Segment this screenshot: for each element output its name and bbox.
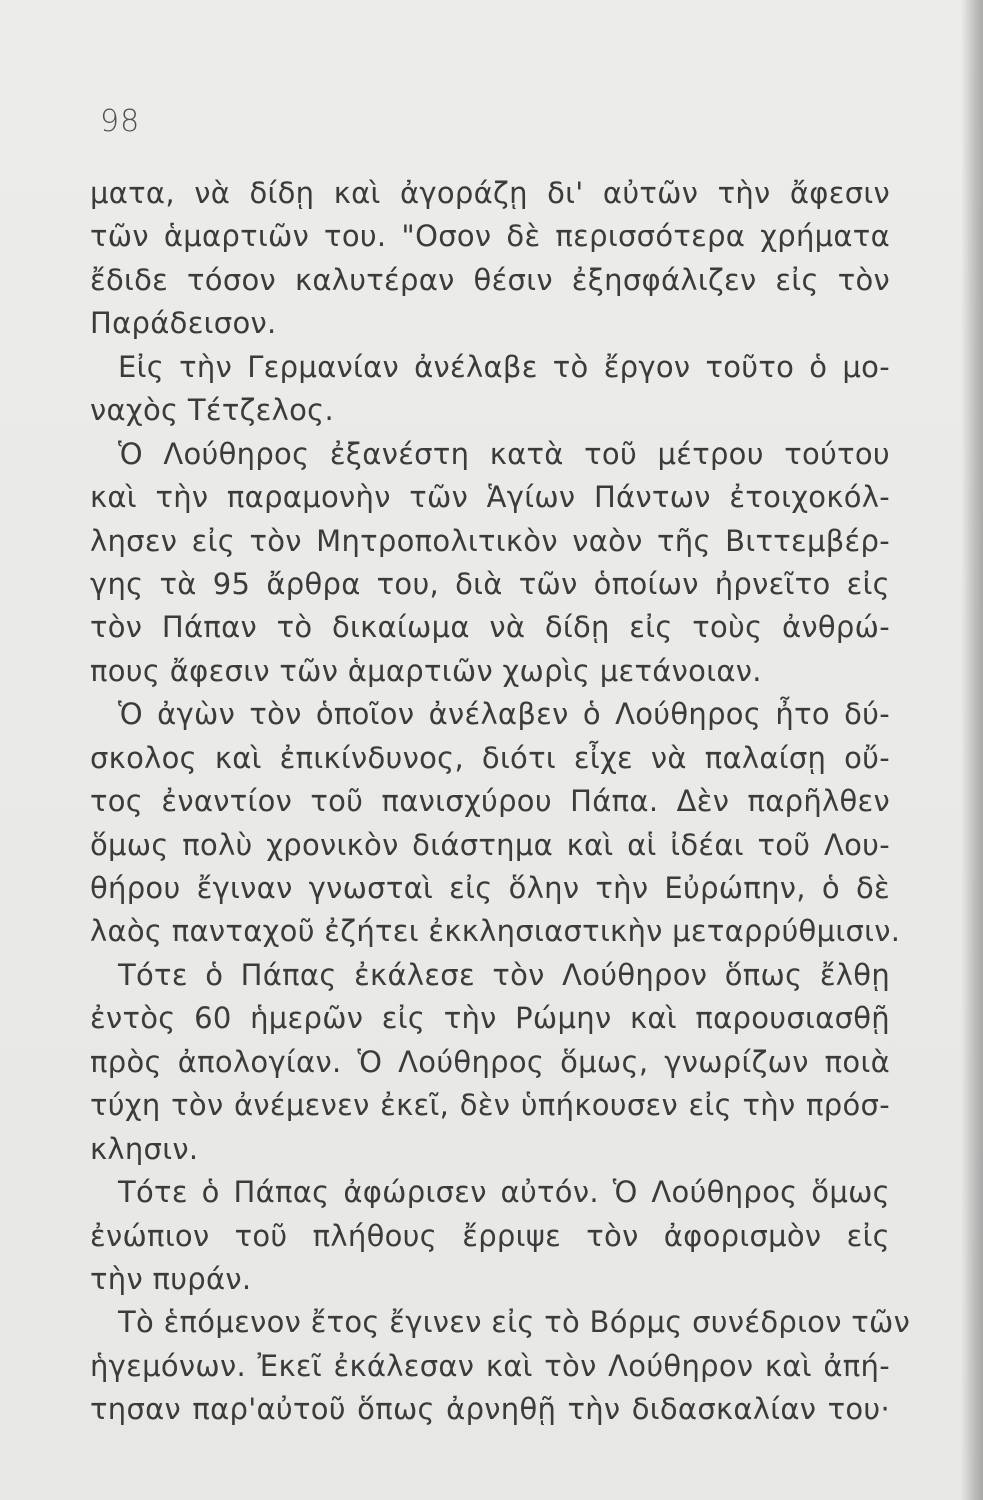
text-line: ἡγεμόνων. Ἐκεῖ ἐκάλεσαν καὶ τὸν Λούθηρον καὶ ἀπή- [90, 1348, 890, 1383]
page-edge-shadow [961, 0, 983, 1500]
text-line: καὶ τὴν παραμονὴν τῶν Ἁγίων Πάντων ἐτοιχοκόλ- [90, 480, 890, 515]
text-line: τὴν πυράν. [90, 1261, 252, 1296]
page-number: 98 [100, 104, 141, 139]
text-line: λαὸς πανταχοῦ ἐζήτει ἐκκλησιαστικὴν μεταρρύθμισιν. [90, 914, 901, 949]
text-line: Ὁ Λούθηρος ἐξανέστη κατὰ τοῦ μέτρου τούτου [118, 436, 890, 471]
text-line: σκολος καὶ ἐπικίνδυνος, διότι εἶχε νὰ παλαίσῃ οὔ- [90, 740, 890, 775]
text-line: λησεν εἰς τὸν Μητροπολιτικὸν ναὸν τῆς Βιττεμβέρ- [90, 523, 890, 558]
text-line: ἐνώπιον τοῦ πλήθους ἔρριψε τὸν ἀφορισμὸν εἰς [90, 1218, 890, 1253]
text-line: ναχὸς Τέτζελος. [90, 393, 334, 428]
text-line: θήρου ἔγιναν γνωσταὶ εἰς ὅλην τὴν Εὐρώπην, ὁ δὲ [90, 871, 890, 905]
text-line: τῶν ἁμαρτιῶν του. "Οσον δὲ περισσότερα χρήματα [90, 219, 890, 254]
text-line: πους ἄφεσιν τῶν ἁμαρτιῶν χωρὶς μετάνοιαν. [90, 653, 762, 688]
text-line: Παράδεισον. [90, 306, 277, 341]
text-line: κλησιν. [90, 1131, 199, 1166]
text-line: Ὁ ἀγὼν τὸν ὁποῖον ἀνέλαβεν ὁ Λούθηρος ἦτο δύ- [118, 697, 890, 732]
text-line: πρὸς ἀπολογίαν. Ὁ Λούθηρος ὅμως, γνωρίζων ποιὰ [90, 1044, 890, 1079]
text-line: ἐντὸς 60 ἡμερῶν εἰς τὴν Ρώμην καὶ παρουσιασθῇ [90, 1001, 890, 1036]
text-line: Τότε ὁ Πάπας ἐκάλεσε τὸν Λούθηρον ὅπως ἔλθῃ [118, 957, 890, 992]
text-line: Τότε ὁ Πάπας ἀφώρισεν αὐτόν. Ὁ Λούθηρος ὅμως [118, 1175, 890, 1210]
body-text [90, 172, 911, 1432]
text-line: ὅμως πολὺ χρονικὸν διάστημα καὶ αἱ ἰδέαι τοῦ Λου- [90, 827, 890, 862]
text-line: τύχη τὸν ἀνέμενεν ἐκεῖ, δὲν ὑπήκουσεν εἰς τὴν πρόσ- [90, 1088, 890, 1123]
text-line: γης τὰ 95 ἄρθρα του, διὰ τῶν ὁποίων ἠρνεῖτο εἰς [90, 566, 890, 601]
text-line: ματα, νὰ δίδῃ καὶ ἀγοράζῃ δι' αὐτῶν τὴν ἄφεσιν [90, 176, 890, 210]
text-line: τὸν Πάπαν τὸ δικαίωμα νὰ δίδῃ εἰς τοὺς ἀνθρώ- [90, 610, 890, 645]
text-line: τησαν παρ'αὐτοῦ ὅπως ἀρνηθῇ τὴν διδασκαλίαν του· [90, 1392, 890, 1427]
text-line: Τὸ ἑπόμενον ἔτος ἔγινεν εἰς τὸ Βόρμς συνέδριον τῶν [118, 1305, 911, 1340]
text-line: ἔδιδε τόσον καλυτέραν θέσιν ἐξησφάλιζεν εἰς τὸν [90, 262, 890, 297]
text-line: Εἰς τὴν Γερμανίαν ἀνέλαβε τὸ ἔργον τοῦτο ὁ μο- [118, 349, 890, 384]
text-line: τος ἐναντίον τοῦ πανισχύρου Πάπα. Δὲν παρῆλθεν [90, 784, 890, 819]
